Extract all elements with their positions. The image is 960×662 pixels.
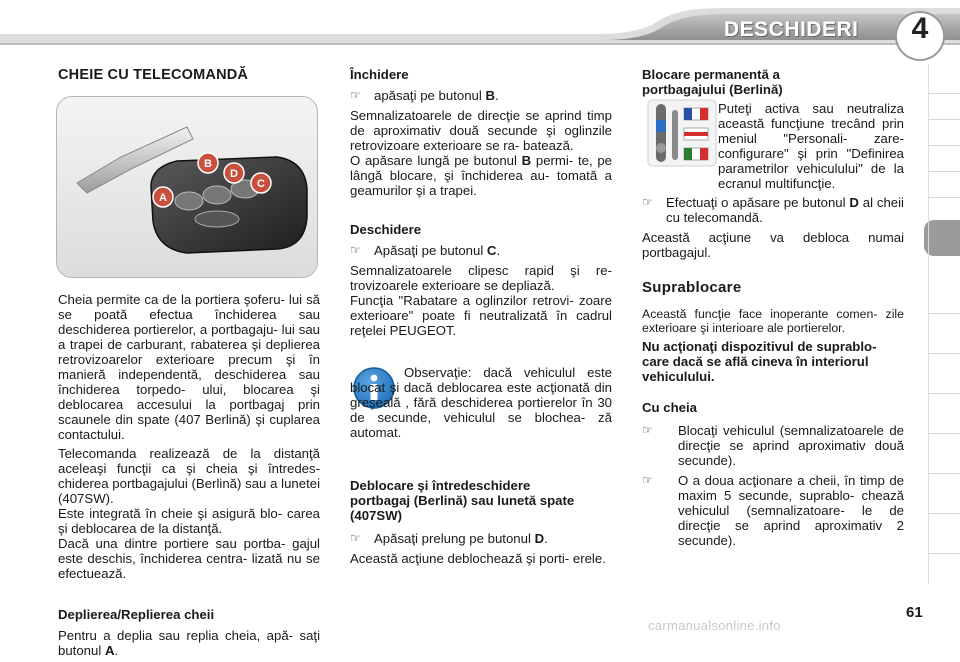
- key-label-c: C: [257, 178, 265, 190]
- key-label-b: B: [204, 158, 212, 170]
- side-tab-3[interactable]: [928, 122, 960, 146]
- side-tab-4[interactable]: [928, 148, 960, 172]
- column-left: [58, 292, 320, 662]
- open-heading: Deschidere: [350, 222, 422, 237]
- pointing-hand-icon: ☞: [350, 88, 361, 102]
- settings-display-icon: [646, 98, 718, 168]
- open-text-1: Semnalizatoarele clipesc rapid şi re- trovizoarele exterioare se depliază.: [350, 263, 612, 293]
- pointing-hand-icon: ☞: [350, 531, 361, 545]
- side-tab-5[interactable]: [928, 174, 960, 198]
- intro-text: Cheia permite ca de la portiera şoferu- lui să se poată efectua închiderea sau deschiderea portierelor, a portbagaju- lui sau a trapei de carburant, rabaterea şi deplierea retrovizoarelor exterioare precum şi în manieră independentă, deschiderea sau închiderea torpedo- ului, blocarea şi deblocarea accesului la portbagaj prin scaunele din spate (407 Berlină) şi cuplarea contactului.: [58, 292, 320, 442]
- fold-text: Pentru a deplia sau replia cheia, apă- saţi butonul A.: [58, 628, 320, 658]
- close-heading: Închidere: [350, 67, 409, 82]
- door-open-text: Dacă una dintre portiere sau portba- gajul este deschis, închiderea centra- lizată nu se efectuează.: [58, 536, 320, 581]
- chapter-number: 4: [911, 12, 929, 45]
- key-bullet-2: ☞ O a doua acţionare a cheii, în timp de maxim 5 secunde, suprablo- chează vehiculul (semnalizatoare- le de direcţie se aprind aproximativ 2 secunde).: [642, 473, 904, 548]
- pointing-hand-icon: ☞: [642, 195, 653, 209]
- side-tab-6[interactable]: [928, 290, 960, 314]
- remote-text: Telecomanda realizează de la distanţă aceleaşi funcţii ca şi cheia şi întredes- chiderea portbagajului (Berlină) sau a lunetei (407SW).: [58, 446, 320, 506]
- integrated-text: Este integrată în cheie şi asigură blo- carea şi deblocarea de la distanţă.: [58, 506, 320, 536]
- lock-heading: Blocare permanentă a portbagajului (Berlină): [642, 67, 783, 97]
- side-tab-10[interactable]: [928, 450, 960, 474]
- column-middle: [350, 67, 612, 342]
- pointing-hand-icon: ☞: [642, 423, 653, 437]
- side-tab-8[interactable]: [928, 370, 960, 394]
- remote-key-illustration: [56, 96, 318, 278]
- side-tab-11[interactable]: [928, 490, 960, 514]
- superlock-text: Această funcţie face inoperante comen- zile exterioare şi interioare ale portierelor.: [642, 307, 904, 335]
- side-tab-12[interactable]: [928, 530, 960, 554]
- superlock-block: [642, 307, 904, 553]
- trunk-bullet: ☞ Apăsaţi prelung pe butonul D.: [350, 531, 548, 546]
- key-fob-image: [57, 97, 319, 279]
- key-heading: Cu cheia: [642, 400, 697, 415]
- key-bullet-1: ☞ Blocaţi vehiculul (semnalizatoarele de direcţie se aprind aproximativ două secunde).: [642, 423, 904, 468]
- note-text: Observaţie: dacă vehiculul este blocat şi dacă deblocarea este acţionată din greşeală , fără deschiderea portierelor în 30 de secunde, vehiculul se blochea- ză automat.: [350, 365, 612, 440]
- trunk-text: Această acţiune deblochează şi porti- erele.: [350, 551, 606, 566]
- side-tab-divider: [928, 64, 929, 584]
- pointing-hand-icon: ☞: [642, 473, 653, 487]
- section-heading-remote-key: CHEIE CU TELECOMANDĂ: [58, 67, 249, 83]
- side-tab-7[interactable]: [928, 330, 960, 354]
- pointing-hand-icon: ☞: [350, 243, 361, 257]
- key-label-a: A: [159, 192, 167, 204]
- page-number: 61: [906, 604, 923, 621]
- close-text-2: O apăsare lungă pe butonul B permi- te, pe lângă blocare, şi închiderea au- tomată a geamurilor şi a trapei.: [350, 153, 612, 198]
- open-bullet: ☞ Apăsaţi pe butonul C.: [350, 243, 501, 258]
- close-text-1: Semnalizatoarele de direcţie se aprind timp de aproximativ două secunde şi oglinzile retrovizoare exterioare se ra- batează.: [350, 108, 612, 153]
- side-tab-active[interactable]: [924, 220, 960, 256]
- side-tab-9[interactable]: [928, 410, 960, 434]
- side-tab-2[interactable]: [928, 96, 960, 120]
- note-block: [350, 365, 612, 444]
- watermark-text: carmanualsonline.info: [648, 618, 781, 633]
- chapter-title: DESCHIDERI: [724, 18, 859, 41]
- lock-bullet: ☞ Efectuaţi o apăsare pe butonul D al cheii cu telecomandă.: [642, 195, 904, 225]
- side-tab-1[interactable]: [928, 70, 960, 94]
- trunk-heading: Deblocare şi întredeschidere portbagaj (Berlină) sau lunetă spate (407SW): [350, 478, 575, 523]
- trunk-block: [350, 478, 612, 570]
- superlock-warning: Nu acţionaţi dispozitivul de suprablo- care dacă se află cineva în interiorul vehiculului.: [642, 339, 877, 384]
- key-label-d: D: [230, 168, 238, 180]
- open-text-2: Funcţia "Rabatare a oglinzilor retrovi- zoare exterioare" poate fi neutralizată în cadrul reţelei PEUGEOT.: [350, 293, 612, 338]
- close-bullet: ☞ apăsaţi pe butonul B.: [350, 88, 499, 103]
- lock-text: Puteţi activa sau neutraliza această funcţiune trecând prin meniul "Personali- zare-configurare" şi prin "Definirea parametrilor vehiculului" de la ecranul multifuncţie.: [718, 101, 904, 191]
- superlock-heading: Suprablocare: [642, 279, 742, 296]
- lock-result: Această acţiune va debloca numai portbagajul.: [642, 230, 904, 260]
- fold-heading: Deplierea/Replierea cheii: [58, 607, 215, 622]
